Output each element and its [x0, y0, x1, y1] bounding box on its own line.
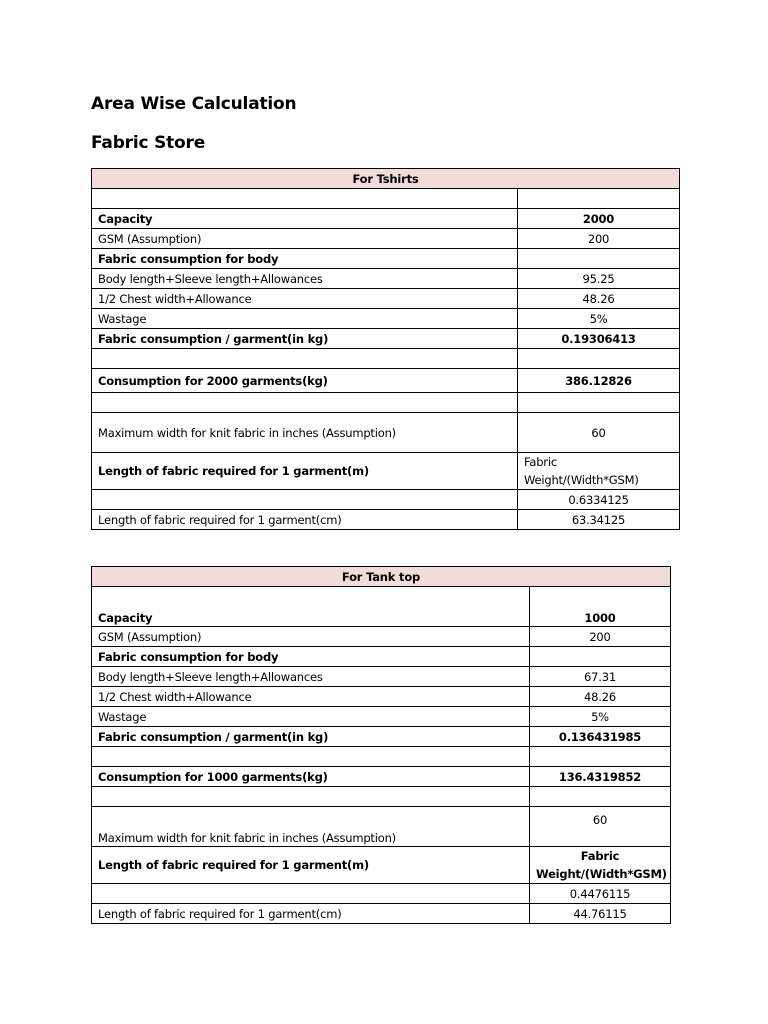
table-header-row: [92, 567, 671, 587]
table-row: [92, 687, 671, 707]
table-row: [92, 209, 680, 229]
row-value: 5%: [530, 707, 671, 727]
row-label: Fabric consumption / garment(in kg): [92, 329, 518, 349]
table-row: [92, 707, 671, 727]
table-row: [92, 490, 680, 510]
row-label: [92, 349, 518, 369]
row-value: 95.25: [518, 269, 680, 289]
row-label: [92, 393, 518, 413]
row-label: Maximum width for knit fabric in inches (Assumption): [92, 807, 530, 847]
row-label: [92, 787, 530, 807]
table-row: [92, 349, 680, 369]
row-value: 0.4476115: [530, 884, 671, 904]
row-value: 200: [518, 229, 680, 249]
row-value: 60: [530, 807, 671, 847]
row-label: Fabric consumption for body: [92, 249, 518, 269]
row-value: 60: [518, 413, 680, 453]
table-row: [92, 369, 680, 393]
table-row: [92, 767, 671, 787]
tank-top-table: [91, 566, 671, 924]
row-label: 1/2 Chest width+Allowance: [92, 687, 530, 707]
page-title: Area Wise Calculation: [91, 94, 297, 114]
table-header-row: [92, 169, 680, 189]
row-label: Wastage: [92, 707, 530, 727]
table-row: [92, 647, 671, 667]
table-row: [92, 413, 680, 453]
row-label: Length of fabric required for 1 garment(m): [92, 453, 518, 490]
table-row: [92, 393, 680, 413]
row-label: Consumption for 2000 garments(kg): [92, 369, 518, 393]
row-value: 63.34125: [518, 510, 680, 530]
table-header: For Tshirts: [92, 169, 680, 189]
row-value: 0.136431985: [530, 727, 671, 747]
row-value: [518, 393, 680, 413]
row-label: Capacity: [92, 209, 518, 229]
table-row: [92, 807, 671, 847]
row-value: 48.26: [530, 687, 671, 707]
table-row: [92, 249, 680, 269]
row-value: 136.4319852: [530, 767, 671, 787]
row-label: Fabric consumption / garment(in kg): [92, 727, 530, 747]
table-row: [92, 747, 671, 767]
row-label: Maximum width for knit fabric in inches (Assumption): [92, 413, 518, 453]
row-label: Wastage: [92, 309, 518, 329]
table-row: [92, 229, 680, 249]
section-title: Fabric Store: [91, 133, 206, 153]
row-label: GSM (Assumption): [92, 229, 518, 249]
table-row: [92, 269, 680, 289]
row-label: Length of fabric required for 1 garment(cm): [92, 904, 530, 924]
row-label: [92, 747, 530, 767]
row-label: Length of fabric required for 1 garment(cm): [92, 510, 518, 530]
row-value: 48.26: [518, 289, 680, 309]
row-value: [518, 249, 680, 269]
row-label: GSM (Assumption): [92, 627, 530, 647]
table-row: [92, 587, 671, 627]
row-value: 0.19306413: [518, 329, 680, 349]
row-label: 1/2 Chest width+Allowance: [92, 289, 518, 309]
table-row: [92, 727, 671, 747]
row-label: Fabric consumption for body: [92, 647, 530, 667]
table-row: [92, 787, 671, 807]
table-row: [92, 453, 680, 490]
row-value: 386.12826: [518, 369, 680, 393]
table-row: [92, 884, 671, 904]
row-value: Fabric Weight/(Width*GSM): [530, 847, 671, 884]
table-row: [92, 627, 671, 647]
row-label: Length of fabric required for 1 garment(m): [92, 847, 530, 884]
row-value: Fabric Weight/(Width*GSM): [518, 453, 680, 490]
table-row: [92, 904, 671, 924]
table-row: [92, 189, 680, 209]
row-value: 2000: [518, 209, 680, 229]
table-header: For Tank top: [92, 567, 671, 587]
table-row: [92, 289, 680, 309]
row-value: 67.31: [530, 667, 671, 687]
row-value: [518, 189, 680, 209]
row-value: 5%: [518, 309, 680, 329]
row-label: Body length+Sleeve length+Allowances: [92, 667, 530, 687]
row-label: Capacity: [92, 587, 530, 627]
row-label: [92, 189, 518, 209]
row-value: [518, 349, 680, 369]
row-value: [530, 787, 671, 807]
table-row: [92, 510, 680, 530]
row-value: [530, 647, 671, 667]
row-value: 44.76115: [530, 904, 671, 924]
table-row: [92, 667, 671, 687]
row-label: Consumption for 1000 garments(kg): [92, 767, 530, 787]
table-row: [92, 309, 680, 329]
row-value: [530, 747, 671, 767]
row-value: 0.6334125: [518, 490, 680, 510]
table-row: [92, 329, 680, 349]
table-row: [92, 847, 671, 884]
row-label: [92, 490, 518, 510]
row-value: 200: [530, 627, 671, 647]
tshirt-table: [91, 168, 680, 530]
row-label: Body length+Sleeve length+Allowances: [92, 269, 518, 289]
row-label: [92, 884, 530, 904]
row-value: 1000: [530, 587, 671, 627]
